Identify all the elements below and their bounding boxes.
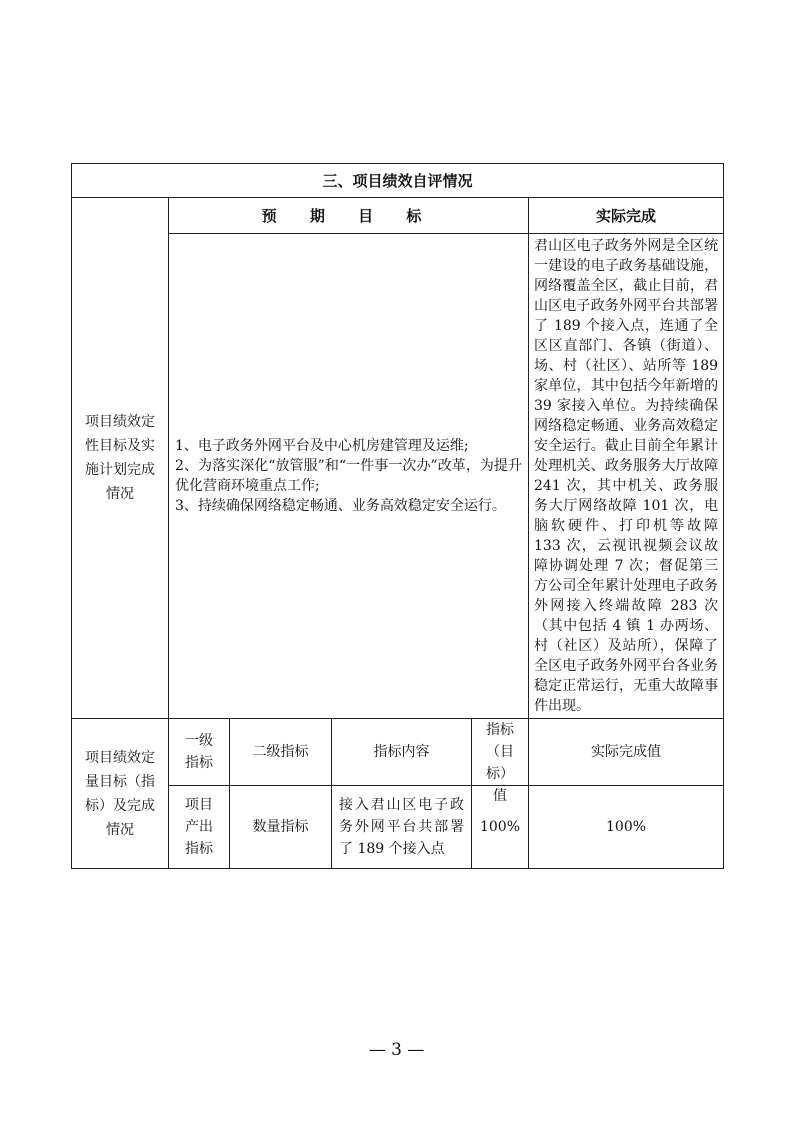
level2-indicator-header: 二级指标 bbox=[230, 719, 332, 786]
goal-item: 1、电子政务外网平台及中心机房建管理及运维; bbox=[175, 438, 469, 454]
indicator-level2: 数量指标 bbox=[230, 786, 332, 869]
actual-completion-text: 君山区电子政务外网是全区统一建设的电子政务基础设施，网络覆盖全区，截止目前，君山区电子政务外网平台共部署了 189 个接入点，连通了全区区直部门、各镇（街道）、场、村（社区）、站所等 189 家单位，其中包括今年新增的 39 家接入单位。为持续确保网络稳定畅通、业务高效稳定安全运行。截止目前全年累计处理机关、政务服务大厅故障 241 次，其中机关、政务服务大厅网络故障 101 次，电脑软硬件、打印机等故障 133 次，云视讯视频会议故障协调处理 7 次；督促第三方公司全年累计处理电子政务外网接入终端故障 283 次（其中包括 4 镇 1 办两场、村（社区）及站所），保障了全区电子政务外网平台各业务稳定正常运行，无重大故障事件出现。 bbox=[529, 234, 724, 719]
section-title: 三、项目绩效自评情况 bbox=[72, 164, 724, 198]
goal-item: 2、为落实深化“放管服”和“一件事一次办”改革，为提升优化营商环境重点工作; bbox=[175, 458, 522, 494]
actual-completion-header: 实际完成 bbox=[529, 198, 724, 234]
quantitative-label: 项目绩效定量目标（指标）及完成情况 bbox=[72, 719, 169, 869]
indicator-actual-value: 100% bbox=[529, 786, 724, 869]
page-number: — 3 — bbox=[368, 1040, 425, 1060]
expected-goals-cell bbox=[169, 234, 529, 719]
actual-value-header: 实际完成值 bbox=[529, 719, 724, 786]
expected-goals-header: 预 期 目 标 bbox=[169, 198, 529, 234]
indicator-content-header: 指标内容 bbox=[332, 719, 472, 786]
target-value-header-text: 指标（目标）值 bbox=[486, 722, 514, 804]
indicator-content: 接入君山区电子政务外网平台共部署了 189 个接入点 bbox=[339, 797, 464, 857]
goal-item: 3、持续确保网络稳定畅通、业务高效稳定安全运行。 bbox=[175, 498, 506, 514]
level1-indicator-header: 一级指标 bbox=[169, 719, 230, 786]
indicator-level1: 项目产出指标 bbox=[169, 786, 230, 869]
target-value-header bbox=[472, 719, 529, 804]
indicator-content-cell bbox=[332, 786, 472, 869]
indicator-target-value: 100% bbox=[472, 786, 529, 869]
qualitative-label: 项目绩效定性目标及实施计划完成情况 bbox=[72, 198, 169, 719]
performance-table bbox=[71, 163, 724, 869]
